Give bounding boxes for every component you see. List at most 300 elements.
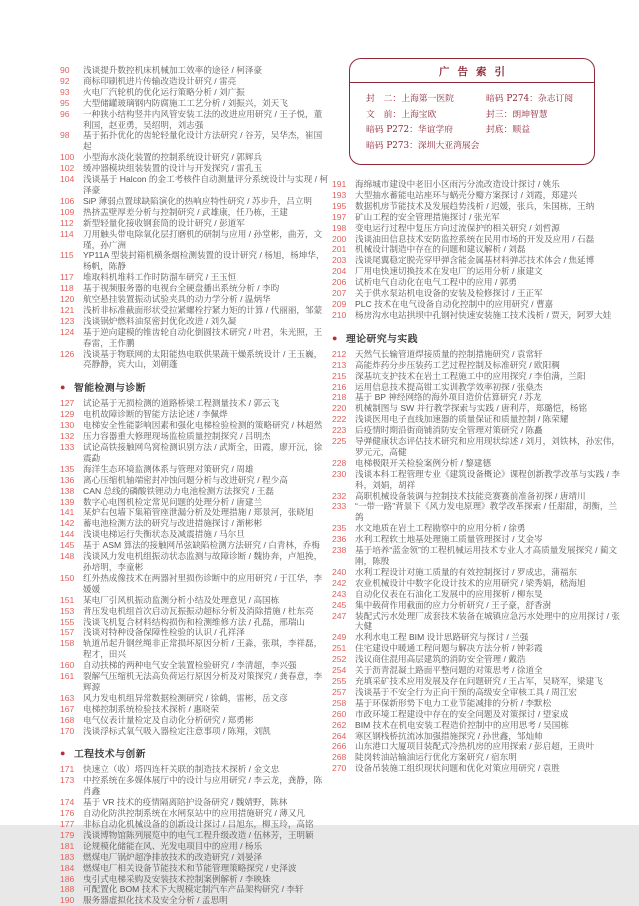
entry-title-authors: 浅谈对特种设备保障性检验的认识 / 孔祥泽: [83, 627, 245, 638]
entry-title-authors: 燃煤电厂锅炉超净排放技术的改造研究 / 刘晏泽: [83, 851, 263, 862]
toc-entry: [332, 611, 623, 633]
entry-page-number: 142: [60, 518, 75, 529]
toc-entry: [332, 288, 623, 299]
toc-entry: [332, 179, 623, 190]
toc-entry: [60, 884, 328, 895]
entry-title-authors: 浅谈电梯运行失衡状态及减震措施 / 马尔旦: [83, 529, 245, 540]
toc-entry: [332, 392, 623, 403]
toc-entry: [332, 201, 623, 212]
entry-title-authors: 试论基于无损检测的道路桥梁工程测量技术 / 郭云飞: [83, 398, 280, 409]
toc-entry: [60, 595, 328, 606]
toc-entry: [332, 752, 623, 763]
entry-title-authors: 矿山工程的安全管理措施探讨 / 张光军: [355, 211, 500, 222]
toc-entry: [60, 207, 328, 218]
section-bullet-icon: ●: [60, 748, 66, 759]
ad-index-cell: 封 二：上海第一医院: [366, 94, 454, 104]
ad-index-title: 广告索引: [350, 59, 594, 83]
entry-page-number: 251: [332, 643, 347, 654]
entry-title-authors: 电气仪表计量检定及自动化分析研究 / 郑勇彬: [83, 714, 254, 725]
toc-entry: [60, 775, 328, 797]
toc-entry: [60, 163, 328, 174]
entry-page-number: 232: [332, 490, 347, 501]
toc-entry: [332, 676, 623, 687]
toc-entry: [60, 65, 328, 76]
toc-entry: [60, 507, 328, 518]
entry-title-authors: 浅谈医用电子直线加速器的质量保证和质量控制 / 陈荣耀: [355, 414, 569, 425]
entry-page-number: 209: [332, 298, 347, 309]
entry-title-authors: SiP 薄弱点置球缺陷演化的热响应特性研究 / 苏步升，吕立明: [83, 195, 313, 206]
toc-entry: [60, 174, 328, 196]
entry-page-number: 133: [60, 442, 75, 452]
toc-entry: [60, 797, 328, 808]
entry-page-number: 139: [60, 496, 75, 507]
entry-title-authors: 电机故障诊断的智能方法论述 / 李佩烨: [83, 409, 228, 420]
entry-title-authors: 机械设计制造中存在的问题和建议解析 / 刘磊: [355, 244, 526, 255]
toc-entry: [60, 671, 328, 693]
entry-page-number: 114: [60, 228, 74, 239]
entry-title-authors: 海洋生态环境监测体系与管理对策研究 / 周雄: [83, 463, 254, 474]
toc-entry: [60, 874, 328, 885]
entry-page-number: 262: [332, 719, 347, 730]
toc-entry: [60, 808, 328, 819]
entry-page-number: 150: [60, 572, 75, 583]
entry-title-authors: 关于沥青混凝土路面平整问题的对策思考 / 徐道全: [355, 665, 543, 676]
entry-page-number: 141: [60, 507, 75, 518]
toc-entry: [332, 501, 623, 523]
toc-entry: [332, 709, 623, 720]
toc-entry: [60, 272, 328, 283]
toc-entry: [332, 371, 623, 382]
entry-title-authors: 浅谈油田信息技术安防监控系统在民用市场的开发及应用 / 石磊: [355, 233, 595, 244]
entry-title-authors: 论规模化储能在风、光发电项目中的应用 / 杨乐: [83, 840, 263, 851]
entry-title-authors: 裂解气压缩机无法高负荷运行原因分析及对策探究 / 龚春意，李辉源: [83, 671, 323, 692]
entry-page-number: 100: [60, 152, 75, 163]
toc-entry: [60, 660, 328, 671]
toc-entry: [332, 545, 623, 567]
entry-title-authors: 自动扶梯的两种电气安全装置检验研究 / 李清超，李兴强: [83, 660, 297, 671]
section-title: 工程技术与创新: [73, 749, 147, 761]
entry-title-authors: 机械制图与 SW 并行教学探索与实践 / 唐利芹，郑璐恺，杨铭: [355, 403, 588, 414]
entry-page-number: 195: [332, 200, 347, 211]
entry-title-authors: 水利水电工程 BIM 设计思路研究与探讨 / 兰强: [355, 632, 529, 643]
entry-title-authors: 大型抽水蓄能电站座环与蜗壳分瓣方案探讨 / 刘霞，郑建兴: [355, 189, 578, 200]
entry-page-number: 233: [332, 501, 347, 512]
entry-page-number: 254: [332, 665, 347, 676]
toc-entry: [60, 704, 328, 715]
entry-page-number: 200: [332, 233, 347, 244]
toc-entry: [332, 763, 623, 774]
entry-title-authors: BIM 技术在机电安装工程造价控制中的应用思考 / 吴国栋: [355, 719, 569, 730]
entry-title-authors: 缓冲器模块组装装置的设计与开发探究 / 雷孔玉: [83, 163, 263, 174]
entry-page-number: 127: [60, 398, 75, 409]
toc-entry: [332, 687, 623, 698]
toc-entry: [332, 720, 623, 731]
entry-page-number: 138: [60, 485, 75, 496]
entry-title-authors: 一种狭小结构竖井内风管安装工法的改进应用研究 / 王子悦，董利国，赵亚勇，吴绍明，刘志强: [83, 108, 323, 130]
entry-title-authors: 大型储罐玻璃钢内防腐施工工艺分析 / 刘振兴，刘天飞: [83, 97, 288, 108]
entry-title-authors: 试析电气自动化在电气工程中的应用 / 郭勇: [355, 277, 517, 288]
entry-page-number: 117: [60, 272, 74, 283]
toc-entry: [60, 627, 328, 638]
toc-entry: [60, 693, 328, 704]
toc-entry: [332, 698, 623, 709]
entry-title-authors: 基于环保新形势下电力工业节能减排的分析 / 李默松: [355, 697, 552, 708]
entry-title-authors: 浅谈基于物联网的太阳能热电联供果蔬干燥系统设计 / 王玉巍，亮静静，宾大山，刘朝蓬: [83, 348, 323, 370]
entry-title-authors: 浅析非标准截面形状受拉紧螺栓拧紧力矩的计算 / 代丽丽，邹蒙: [83, 304, 323, 315]
entry-title-authors: 水文地质在岩土工程勘察中的应用分析 / 徐勇: [355, 523, 526, 534]
entry-title-authors: 关于供水泵站机电设备的安装及检修探讨 / 王正军: [355, 288, 543, 299]
entry-title-authors: 基于培养“蓝金领”的工程机械运用技术专业人才高质量发展探究 / 蔺文刚，陈殷: [355, 545, 618, 566]
toc-entry: [332, 349, 623, 360]
entry-page-number: 90: [60, 65, 70, 75]
entry-title-authors: 浅谈浮标式氧气吸入器检定注意事项 / 陈翔，刘凯: [83, 725, 271, 736]
section-title: 理论研究与实践: [345, 333, 419, 345]
entry-title-authors: CAN 总线的磷酸铁锂动力电池检测方法探究 / 王磊: [83, 485, 274, 496]
entry-page-number: 243: [332, 588, 347, 599]
toc-entry: [60, 895, 328, 906]
toc-entry: [332, 600, 623, 611]
entry-title-authors: 电梯控制系统检验技术探析 / 惠晓荣: [83, 703, 220, 714]
entry-title-authors: 数字心电图机检定常见问题的处理分析 / 唐建兰: [83, 496, 263, 507]
entry-page-number: 177: [60, 819, 75, 829]
entry-title-authors: 商标印刷机进片传输改造设计研究 / 雷亮: [83, 75, 237, 86]
toc-entry: [332, 234, 623, 245]
entry-page-number: 193: [332, 189, 347, 200]
entry-page-number: 203: [332, 255, 347, 266]
entry-page-number: 168: [60, 714, 75, 725]
entry-page-number: 212: [332, 348, 347, 359]
toc-entry: [60, 606, 328, 617]
toc-entry: [60, 76, 328, 87]
ad-index-list: [350, 83, 594, 164]
toc-entry: [332, 299, 623, 310]
toc-entry: [60, 420, 328, 431]
section-header: [332, 331, 623, 345]
entry-page-number: 104: [60, 174, 75, 185]
toc-entry: [60, 218, 328, 229]
ad-index-cell: 暗码 P272：华谊学府: [366, 125, 454, 135]
toc-entry: [60, 109, 328, 131]
entry-title-authors: 基于 VR 技术的疫情隔离陪护设备研究 / 魏婧野，陈林: [83, 797, 288, 808]
toc-entry: [60, 764, 328, 775]
toc-entry: [332, 589, 623, 600]
entry-title-authors: 基于逆向建模的锥齿轮自动化倒圆技术研究 / 叶君，朱光照，王春雷，王作鹏: [83, 326, 323, 348]
entry-title-authors: 设备吊装施工组织现状问题和优化对策应用研究 / 袁胜: [355, 763, 560, 774]
toc-entry: [60, 398, 328, 409]
entry-title-authors: 浅谈尾翼稳定脱壳穿甲弹含能金属基材料弹芯技术体会 / 焦延博: [355, 255, 595, 266]
entry-title-authors: 基于 BP 神经网络的海外项目造价估算研究 / 苏龙: [355, 392, 542, 403]
toc-entry: [332, 403, 623, 414]
toc-entry: [332, 310, 623, 321]
toc-entry: [60, 294, 328, 305]
toc-entry: [60, 152, 328, 163]
entry-page-number: 247: [332, 610, 347, 621]
toc-entry: [60, 409, 328, 420]
entry-page-number: 95: [60, 97, 70, 108]
entry-title-authors: 浅谈锅炉燃料油泵密封优化改进 / 刘久凝: [83, 315, 237, 326]
entry-title-authors: 集中载荷作用截面的应力分析研究 / 王子豪，舒香澍: [355, 599, 552, 610]
entry-page-number: 260: [332, 708, 347, 719]
entry-title-authors: 住宅建设中暖通工程问题与解决方法分析 / 钟彩霞: [355, 643, 543, 654]
entry-page-number: 171: [60, 764, 75, 775]
entry-page-number: 167: [60, 703, 75, 714]
entry-title-authors: 变电运行过程中复压方向过流保护的相关研究 / 刘哲源: [355, 222, 560, 233]
entry-title-authors: YP11A 型装封箱机横条烟检测装置的设计研究 / 杨旭，杨坤华，杨帆，陈静: [83, 250, 325, 272]
entry-title-authors: 浅谈提升数控机床机械加工效率的途径 / 柯泽豪: [83, 65, 263, 75]
entry-page-number: 173: [60, 775, 75, 786]
entry-page-number: 201: [332, 244, 347, 255]
entry-page-number: 132: [60, 431, 75, 442]
toc-entry: [332, 458, 623, 469]
entry-title-authors: 天然气长输管道焊接质量的控制措施研究 / 袁常轩: [355, 348, 543, 359]
entry-page-number: 118: [60, 283, 74, 294]
toc-entry: [332, 266, 623, 277]
toc-entry: [60, 464, 328, 475]
ad-index-cell: 文 前：上海宝欧: [366, 109, 437, 120]
entry-title-authors: 燃煤电厂相关设备节能技术和节能管理策略探究 / 史泽波: [83, 862, 297, 873]
entry-page-number: 160: [60, 660, 75, 671]
entry-page-number: 191: [332, 179, 347, 189]
toc-entry: [60, 327, 328, 349]
entry-title-authors: 热挤盂壁厚差分析与控制研究 / 武雄康，任乃栋，王建: [83, 206, 288, 217]
entry-page-number: 235: [332, 523, 347, 534]
entry-title-authors: 数据机房节能技术及发展趋势浅析 / 迟媛，张兵，朱国栋，王纳: [355, 200, 595, 211]
entry-title-authors: 厂用电快速切换技术在发电厂的运用分析 / 康建文: [355, 266, 543, 277]
toc-entry: [332, 469, 623, 491]
toc-entry: [60, 852, 328, 863]
entry-title-authors: 新型轻量化接收钢套筒的设计研究 / 彭道军: [83, 217, 245, 228]
entry-title-authors: 离心压缩机轴端密封冲蚀问题分析与改进研究 / 程少高: [83, 474, 288, 485]
entry-page-number: 148: [60, 551, 75, 562]
entry-page-number: 181: [60, 840, 75, 851]
toc-entry: [60, 518, 328, 529]
entry-title-authors: 自动化仪表在石油化工发展中的应用探析 / 柳东旻: [355, 588, 543, 599]
toc-entry: [332, 425, 623, 436]
entry-page-number: 112: [60, 217, 74, 228]
toc-entry: [60, 726, 328, 737]
toc-left-column: [60, 58, 328, 906]
section-header: [60, 746, 328, 760]
toc-entry: [332, 414, 623, 425]
entry-page-number: 257: [332, 686, 347, 697]
toc-entry: [332, 244, 623, 255]
entry-page-number: 197: [332, 211, 347, 222]
entry-page-number: 198: [332, 222, 347, 233]
entry-title-authors: PLC 技术在电气设备自动化控制中的应用研究 / 曹嘉: [355, 298, 554, 309]
entry-page-number: 92: [60, 75, 70, 86]
ad-index-row: [366, 108, 584, 124]
entry-page-number: 206: [332, 277, 347, 288]
toc-entry: [332, 382, 623, 393]
toc-entry: [332, 255, 623, 266]
entry-title-authors: 中控系统在多媒体展厅中的设计与应用研究 / 李云龙，龚静，陈肖鑫: [83, 775, 323, 797]
entry-page-number: 238: [332, 545, 347, 556]
entry-page-number: 98: [60, 130, 70, 141]
entry-title-authors: 红外热成像技术在两器衬里损伤诊断中的应用研究 / 于江华，李媛媛: [83, 572, 323, 594]
toc-entry: [332, 212, 623, 223]
ad-index-cell: 封底：顺益: [486, 125, 530, 135]
entry-page-number: 109: [60, 206, 75, 217]
entry-page-number: 249: [332, 632, 347, 643]
entry-page-number: 210: [332, 309, 347, 320]
entry-title-authors: 高职机械设备装调与控制技术技能竞赛赛前准备初探 / 唐靖川: [355, 490, 586, 501]
entry-page-number: 163: [60, 692, 75, 703]
toc-entry: [60, 497, 328, 508]
entry-page-number: 120: [60, 294, 75, 305]
ad-index-box: [349, 58, 595, 165]
entry-page-number: 102: [60, 163, 75, 174]
entry-page-number: 93: [60, 86, 70, 97]
entry-title-authors: 浅谈本科工程管理专业《建筑设备概论》课程创新教学改革与实践 / 李科，刘娟，胡祥: [355, 468, 620, 490]
entry-page-number: 215: [332, 370, 347, 381]
ad-index-row: [366, 139, 584, 155]
toc-entry: [332, 741, 623, 752]
entry-title-authors: 市政环境工程建设中存在的安全问题及对策探讨 / 望家成: [355, 708, 569, 719]
toc-entry: [60, 830, 328, 841]
toc-entry: [332, 523, 623, 534]
entry-title-authors: 试论高铁接触网鸟窝检测识别方法 / 武斯全，田霞，廖开沅，徐震勐: [83, 442, 323, 463]
entry-page-number: 129: [60, 409, 75, 420]
toc-entry: [60, 87, 328, 98]
entry-page-number: 96: [60, 108, 70, 119]
toc-entry: [332, 654, 623, 665]
entry-page-number: 222: [332, 414, 347, 425]
toc-entry: [60, 283, 328, 294]
entry-page-number: 268: [332, 752, 347, 763]
entry-page-number: 225: [332, 436, 347, 447]
toc-right-list: [332, 179, 623, 774]
entry-title-authors: 浅谈博物馆陈列展览中的电气工程升级改造 / 伍林芳，王明颖: [83, 829, 314, 840]
entry-page-number: 176: [60, 808, 75, 819]
entry-title-authors: 陡岗转油站输油运行优化方案研究 / 宿东明: [355, 752, 517, 763]
entry-title-authors: 火电厂汽轮机的优化运行策略分析 / 刘广振: [83, 86, 245, 97]
entry-title-authors: 寒区钢栈桥抗流冰加强措施探究 / 孙世鑫，邹灿帅: [355, 730, 543, 741]
entry-title-authors: 浅谈风力发电机组振动状态监测与故障诊断 / 魏协奔，卢旭挽，孙培明，李童彬: [83, 551, 323, 572]
entry-page-number: 213: [332, 359, 347, 370]
toc-entry: [60, 841, 328, 852]
entry-page-number: 136: [60, 474, 75, 485]
toc-entry: [60, 98, 328, 109]
entry-title-authors: 压力容器重大修理现场监检质量控制探究 / 吕明杰: [83, 431, 271, 442]
ad-index-cell: 封三：朗坤智慧: [486, 109, 548, 120]
ad-index-row: [366, 123, 584, 139]
entry-title-authors: 某电厂引风机振动监测分析小结及处理意见 / 高国栋: [83, 594, 280, 605]
entry-title-authors: “一带一路”背景下《风力发电原理》教学改革探索 / 任甜甜，胡衡，兰鸽: [355, 501, 618, 523]
toc-entry: [60, 486, 328, 497]
toc-entry: [332, 277, 623, 288]
entry-title-authors: 导弹健康状态评估技术研究和应用现状综述 / 刘月，刘铁林，孙宏伟，罗元元，高健: [355, 436, 620, 457]
toc-entry: [332, 436, 623, 458]
toc-entry: [332, 643, 623, 654]
entry-title-authors: 深基坑支护技术在岩土工程施工中的应用探究 / 李伯满，兰阳: [355, 370, 586, 381]
entry-page-number: 130: [60, 420, 75, 431]
entry-title-authors: 基于 ASM 算法的接触网吊弦缺陷检测方法研究 / 白青林，乔梅: [83, 540, 320, 551]
entry-page-number: 145: [60, 540, 75, 551]
entry-title-authors: 自动化防洪控制系统在水闸泵站中的应用措施研究 / 薄又凡: [83, 808, 306, 819]
entry-title-authors: 航空悬挂装置振动试验夹具的动力学分析 / 温炳华: [83, 294, 271, 305]
entry-page-number: 135: [60, 463, 75, 474]
toc-entry: [60, 196, 328, 207]
toc-right-column: [332, 58, 623, 774]
entry-title-authors: 可配置化 BOM 技术下大规模定制汽车产品架构研究 / 李轩: [83, 884, 304, 895]
entry-title-authors: 某炉右包墙下集箱管座泄漏分析及处理措施 / 郑景河，张晓旭: [83, 507, 314, 518]
entry-page-number: 155: [60, 616, 75, 627]
toc-entry: [60, 617, 328, 628]
entry-page-number: 124: [60, 326, 75, 337]
toc-entry: [60, 715, 328, 726]
entry-page-number: 161: [60, 671, 75, 682]
toc-entry: [332, 665, 623, 676]
entry-page-number: 236: [332, 534, 347, 545]
toc-entry: [60, 638, 328, 660]
entry-title-authors: 曳引式电梯采购及安装技术控制案例解析 / 李映姝: [83, 873, 271, 884]
entry-page-number: 266: [332, 741, 347, 752]
entry-title-authors: 浅议商住混用高层建筑的消防安全管理 / 戴浩: [355, 654, 526, 665]
entry-title-authors: 电梯极限开关检验案例分析 / 黎建德: [355, 457, 492, 468]
toc-entry: [332, 534, 623, 545]
entry-page-number: 242: [332, 577, 347, 588]
toc-entry: [60, 316, 328, 327]
entry-title-authors: 浅谈基于 Halcon 的金工考核件自动测量评分系统设计与实现 / 柯泽豪: [83, 174, 328, 195]
entry-title-authors: 非标自动化机械设备的创新设计探讨 / 吕旭东，柳玉玲，高铭: [83, 819, 314, 829]
toc-entry: [60, 551, 328, 573]
toc-entry: [60, 442, 328, 464]
entry-title-authors: 高能炸药分步压装药工艺过程控制及标准研究 / 欧阳稠: [355, 359, 560, 370]
entry-title-authors: 运用信息技术提高钳工实训教学效率初探 / 张燊杰: [355, 381, 543, 392]
entry-title-authors: 服务器虚拟化技术及安全分析 / 孟思明: [83, 895, 228, 906]
toc-entry: [60, 250, 328, 272]
entry-page-number: 207: [332, 288, 347, 299]
entry-page-number: 240: [332, 566, 347, 577]
entry-title-authors: 小型海水淡化装置的控制系统设计研究 / 郭辉兵: [83, 152, 263, 163]
entry-page-number: 157: [60, 627, 75, 638]
toc-entry: [60, 130, 328, 152]
toc-entry: [60, 305, 328, 316]
entry-page-number: 115: [60, 250, 74, 261]
toc-entry: [60, 573, 328, 595]
entry-title-authors: 杨房沟水电站拱坝中孔钢衬快速安装施工技术浅析 / 贾天，阿罗大娃: [355, 309, 612, 320]
entry-title-authors: 快速立（收）塔四连杆关联的制造技术探析 / 金文忠: [83, 764, 280, 775]
ad-index-cell: 暗码 P273：深圳大亚湾展会: [366, 140, 480, 151]
ad-index-row: [366, 92, 584, 108]
entry-title-authors: 水利工程软土地基处理施工质量管理探讨 / 艾金岑: [355, 534, 543, 545]
entry-page-number: 183: [60, 851, 75, 862]
entry-page-number: 204: [332, 266, 347, 277]
entry-page-number: 188: [60, 884, 75, 895]
toc-entry: [60, 431, 328, 442]
entry-page-number: 258: [332, 697, 347, 708]
entry-title-authors: 堆取料机堆料工作时防溜车研究 / 王玉恒: [83, 272, 237, 283]
section-bullet-icon: ●: [332, 332, 338, 343]
toc-entry: [332, 731, 623, 742]
entry-page-number: 228: [332, 457, 347, 468]
toc-entry: [60, 863, 328, 874]
entry-title-authors: 刀用触头带电除氧化层打磨机的研制与应用 / 孙堂彬，曲芳，文瑾，孙广洲: [83, 228, 323, 250]
entry-page-number: 170: [60, 725, 75, 736]
entry-page-number: 153: [60, 605, 75, 616]
toc-entry: [332, 578, 623, 589]
section-bullet-icon: ●: [60, 382, 66, 393]
entry-page-number: 220: [332, 403, 347, 414]
entry-title-authors: 农业机械设计中数字化设计技术的应用研究 / 梁秀娟，嵇海旭: [355, 577, 586, 588]
toc-entry: [60, 540, 328, 551]
entry-title-authors: 充填采矿技术应用发展及存在问题研究 / 王占军，吴晓军，梁建飞: [355, 675, 603, 686]
entry-page-number: 121: [60, 304, 75, 315]
entry-page-number: 106: [60, 195, 75, 206]
entry-page-number: 230: [332, 468, 347, 479]
entry-page-number: 252: [332, 654, 347, 665]
toc-entry: [332, 190, 623, 201]
